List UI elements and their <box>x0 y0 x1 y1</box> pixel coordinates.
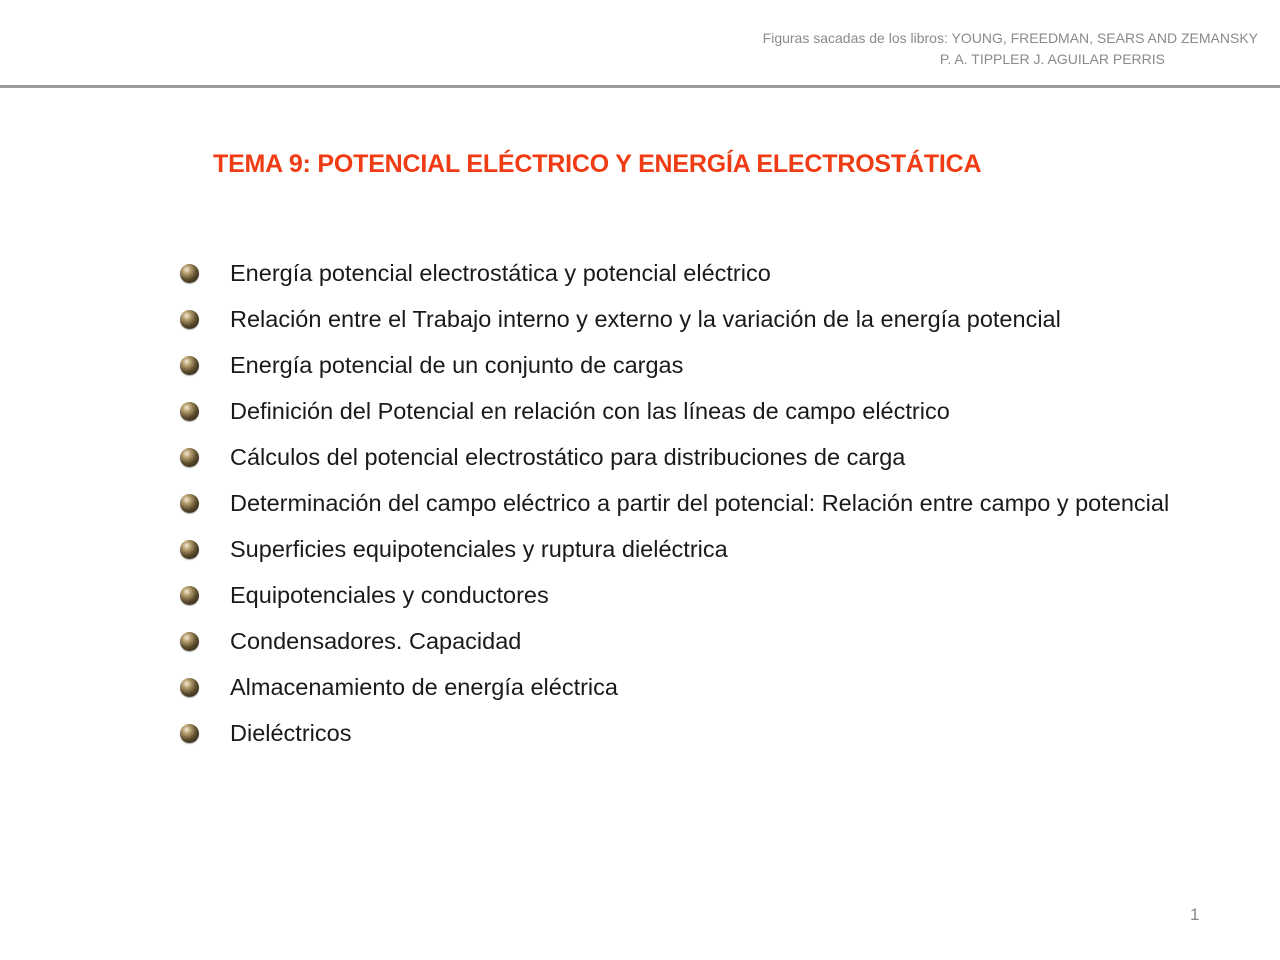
sphere-bullet-icon <box>180 586 199 605</box>
list-item-text: Cálculos del potencial electrostático para distribuciones de carga <box>230 444 906 470</box>
sphere-bullet-icon <box>180 448 199 467</box>
list-item <box>180 394 1170 428</box>
sphere-bullet-icon <box>180 540 199 559</box>
list-item-text: Determinación del campo eléctrico a partir del potencial: Relación entre campo y potencial <box>230 490 1170 516</box>
book-credits <box>638 28 1258 70</box>
sphere-bullet-icon <box>180 402 199 421</box>
sphere-bullet-icon <box>180 310 199 329</box>
topic-list <box>180 256 1170 762</box>
credits-line-2: P. A. TIPPLER J. AGUILAR PERRIS <box>939 51 1165 67</box>
sphere-bullet-icon <box>180 264 199 283</box>
sphere-bullet-icon <box>180 678 199 697</box>
sphere-bullet-icon <box>180 724 199 743</box>
list-item-text: Equipotenciales y conductores <box>230 582 549 608</box>
list-item <box>180 578 1170 612</box>
sphere-bullet-icon <box>180 494 199 513</box>
list-item <box>180 256 1170 290</box>
list-item <box>180 486 1170 520</box>
list-item-text: Energía potencial electrostática y potencial eléctrico <box>230 260 771 286</box>
list-item-text: Condensadores. Capacidad <box>230 628 522 654</box>
list-item-text: Dieléctricos <box>230 720 352 746</box>
list-item <box>180 440 1170 474</box>
list-item <box>180 348 1170 382</box>
list-item-text: Energía potencial de un conjunto de cargas <box>230 352 684 378</box>
list-item <box>180 302 1170 336</box>
credits-line-1: Figuras sacadas de los libros: YOUNG, FREEDMAN, SEARS AND ZEMANSKY <box>762 30 1258 46</box>
list-item-text: Superficies equipotenciales y ruptura dieléctrica <box>230 536 728 562</box>
list-item-text: Almacenamiento de energía eléctrica <box>230 674 618 700</box>
list-item <box>180 670 1170 704</box>
list-item <box>180 532 1170 566</box>
list-item-text: Definición del Potencial en relación con las líneas de campo eléctrico <box>230 398 950 424</box>
page-number: 1 <box>1190 905 1200 924</box>
slide-title: TEMA 9: POTENCIAL ELÉCTRICO Y ENERGÍA ELECTROSTÁTICA <box>213 150 982 178</box>
list-item-text: Relación entre el Trabajo interno y externo y la variación de la energía potencial <box>230 306 1061 332</box>
list-item <box>180 716 1170 750</box>
list-item <box>180 624 1170 658</box>
sphere-bullet-icon <box>180 356 199 375</box>
header-divider <box>0 85 1280 88</box>
sphere-bullet-icon <box>180 632 199 651</box>
